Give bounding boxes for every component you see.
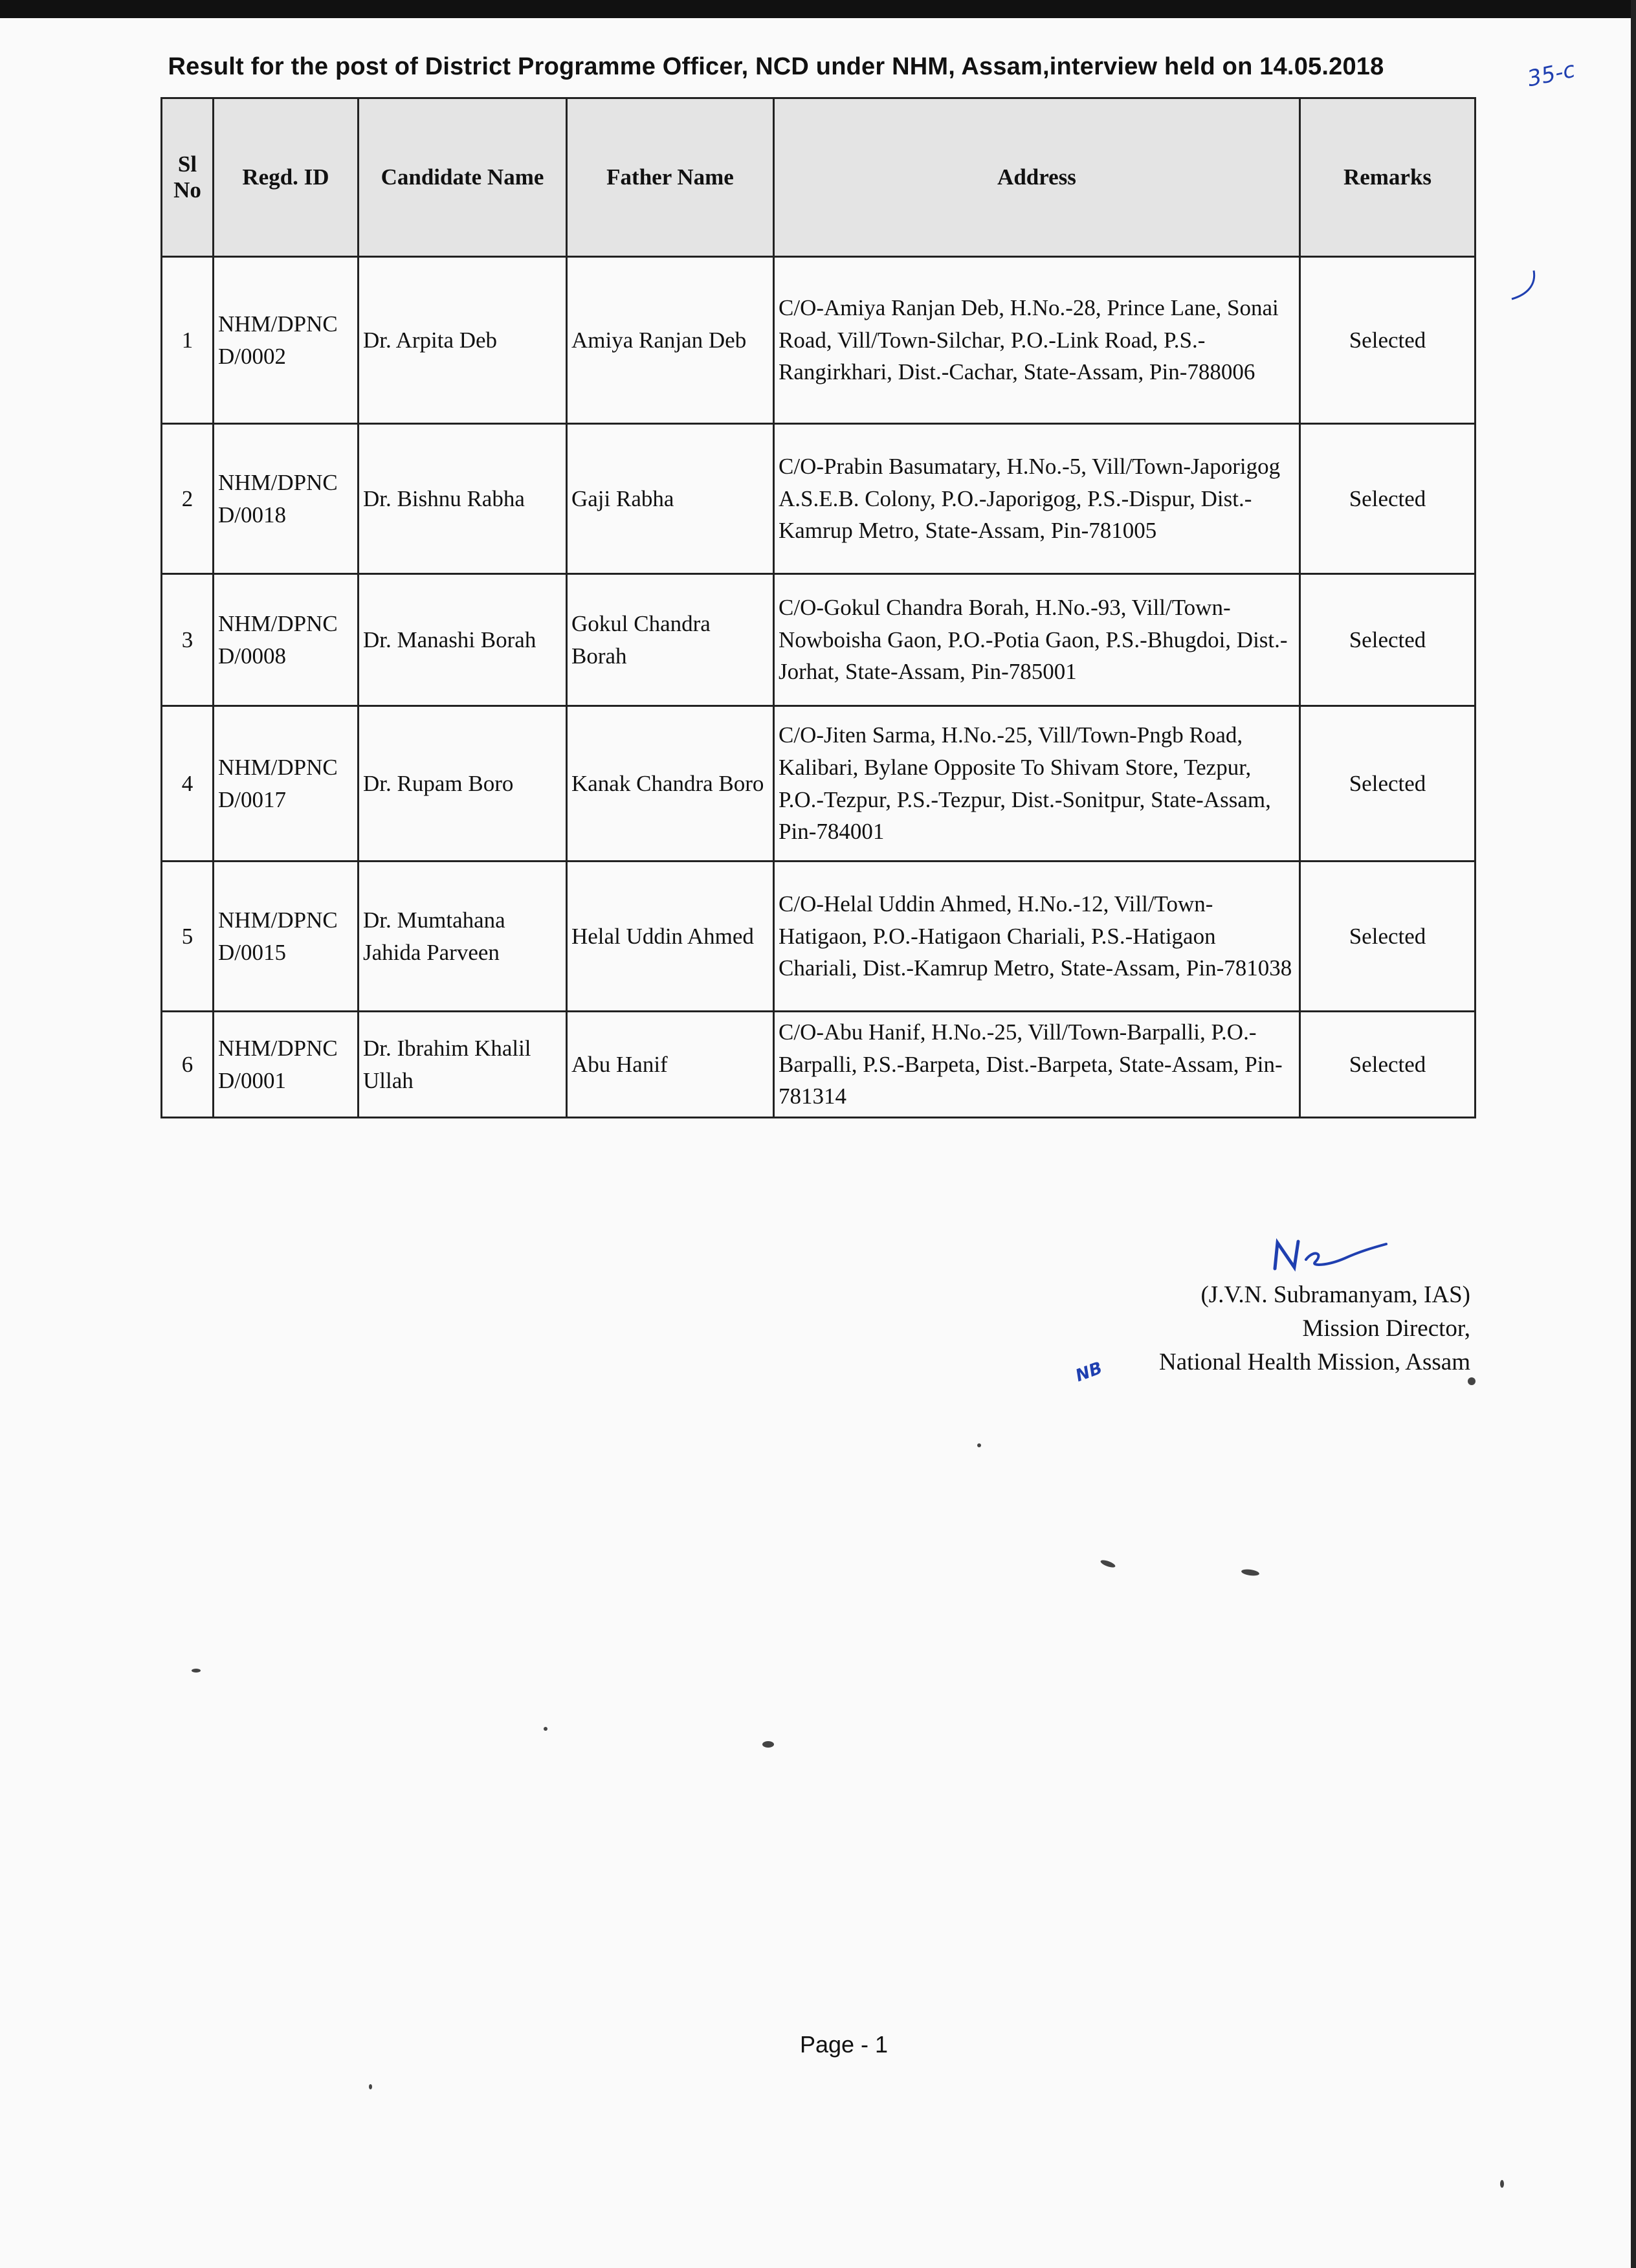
header-sl-no: Sl No (162, 98, 214, 257)
cell-regd-id: NHM/DPNCD/0018 (214, 424, 359, 574)
table-row (162, 1012, 1476, 1118)
cell-father-name: Kanak Chandra Boro (567, 706, 774, 862)
cell-regd-id: NHM/DPNCD/0002 (214, 257, 359, 424)
scan-speck (762, 1741, 774, 1748)
initials-mark: NB (1073, 1358, 1105, 1386)
header-candidate-name: Candidate Name (359, 98, 567, 257)
signature-icon (1268, 1230, 1391, 1282)
cell-sl-no: 5 (162, 862, 214, 1012)
cell-remarks: Selected (1300, 862, 1476, 1012)
cell-address: C/O-Helal Uddin Ahmed, H.No.-12, Vill/Town-Hatigaon, P.O.-Hatigaon Chariali, P.S.-Hatigaon Chariali, Dist.-Kamrup Metro, State-Assam, Pin-781038 (774, 862, 1300, 1012)
cell-father-name: Gokul Chandra Borah (567, 574, 774, 706)
cell-sl-no: 2 (162, 424, 214, 574)
cell-father-name: Abu Hanif (567, 1012, 774, 1118)
cell-regd-id: NHM/DPNCD/0017 (214, 706, 359, 862)
cell-father-name: Helal Uddin Ahmed (567, 862, 774, 1012)
cell-candidate-name: Dr. Bishnu Rabha (359, 424, 567, 574)
signatory-designation: Mission Director, (1302, 1315, 1470, 1342)
table-row (162, 706, 1476, 862)
cell-address: C/O-Gokul Chandra Borah, H.No.-93, Vill/Town-Nowboisha Gaon, P.O.-Potia Gaon, P.S.-Bhugdoi, Dist.-Jorhat, State-Assam, Pin-785001 (774, 574, 1300, 706)
scan-right-border (1631, 0, 1636, 2268)
cell-candidate-name: Dr. Mumtahana Jahida Parveen (359, 862, 567, 1012)
table-row (162, 424, 1476, 574)
page-title: Result for the post of District Programme Officer, NCD under NHM, Assam,interview held on 14.05.2018 (168, 53, 1384, 80)
scan-speck (1100, 1559, 1116, 1569)
cell-sl-no: 4 (162, 706, 214, 862)
cell-remarks: Selected (1300, 424, 1476, 574)
table-row (162, 574, 1476, 706)
cell-regd-id: NHM/DPNCD/0001 (214, 1012, 359, 1118)
scan-speck (1500, 2180, 1504, 2188)
margin-note: 35-c (1525, 56, 1578, 93)
table-header-row (162, 98, 1476, 257)
cell-regd-id: NHM/DPNCD/0015 (214, 862, 359, 1012)
cell-remarks: Selected (1300, 257, 1476, 424)
table-row (162, 862, 1476, 1012)
scan-top-border (0, 0, 1636, 18)
cell-father-name: Amiya Ranjan Deb (567, 257, 774, 424)
signature-block (971, 1278, 1470, 1379)
cell-father-name: Gaji Rabha (567, 424, 774, 574)
table-row (162, 257, 1476, 424)
cell-candidate-name: Dr. Ibrahim Khalil Ullah (359, 1012, 567, 1118)
scan-speck (192, 1669, 201, 1673)
cell-regd-id: NHM/DPNCD/0008 (214, 574, 359, 706)
cell-remarks: Selected (1300, 706, 1476, 862)
cell-candidate-name: Dr. Arpita Deb (359, 257, 567, 424)
cell-address: C/O-Abu Hanif, H.No.-25, Vill/Town-Barpalli, P.O.-Barpalli, P.S.-Barpeta, Dist.-Barpeta, State-Assam, Pin-781314 (774, 1012, 1300, 1118)
cell-address: C/O-Jiten Sarma, H.No.-25, Vill/Town-Pngb Road, Kalibari, Bylane Opposite To Shivam Store, Tezpur, P.O.-Tezpur, P.S.-Tezpur, Dist.-Sonitpur, State-Assam, Pin-784001 (774, 706, 1300, 862)
scan-speck (369, 2084, 372, 2089)
signatory-name: (J.V.N. Subramanyam, IAS) (1200, 1282, 1470, 1308)
cell-sl-no: 1 (162, 257, 214, 424)
cell-candidate-name: Dr. Rupam Boro (359, 706, 567, 862)
cell-address: C/O-Amiya Ranjan Deb, H.No.-28, Prince Lane, Sonai Road, Vill/Town-Silchar, P.O.-Link Road, P.S.-Rangirkhari, Dist.-Cachar, State-Assam, Pin-788006 (774, 257, 1300, 424)
cell-address: C/O-Prabin Basumatary, H.No.-5, Vill/Town-Japorigog A.S.E.B. Colony, P.O.-Japorigog, P.S.-Dispur, Dist.-Kamrup Metro, State-Assam, Pin-781005 (774, 424, 1300, 574)
results-table (160, 97, 1476, 1118)
page-number: Page - 1 (799, 2031, 889, 2058)
cell-remarks: Selected (1300, 574, 1476, 706)
cell-remarks: Selected (1300, 1012, 1476, 1118)
cell-sl-no: 3 (162, 574, 214, 706)
header-address: Address (774, 98, 1300, 257)
scan-speck (1468, 1377, 1476, 1385)
scan-speck (544, 1727, 547, 1731)
cell-candidate-name: Dr. Manashi Borah (359, 574, 567, 706)
scan-speck (1241, 1568, 1260, 1577)
scan-speck (977, 1443, 981, 1447)
pen-tick-icon (1508, 265, 1540, 304)
cell-sl-no: 6 (162, 1012, 214, 1118)
header-regd-id: Regd. ID (214, 98, 359, 257)
signatory-organization: National Health Mission, Assam (1159, 1348, 1470, 1375)
header-remarks: Remarks (1300, 98, 1476, 257)
header-father-name: Father Name (567, 98, 774, 257)
